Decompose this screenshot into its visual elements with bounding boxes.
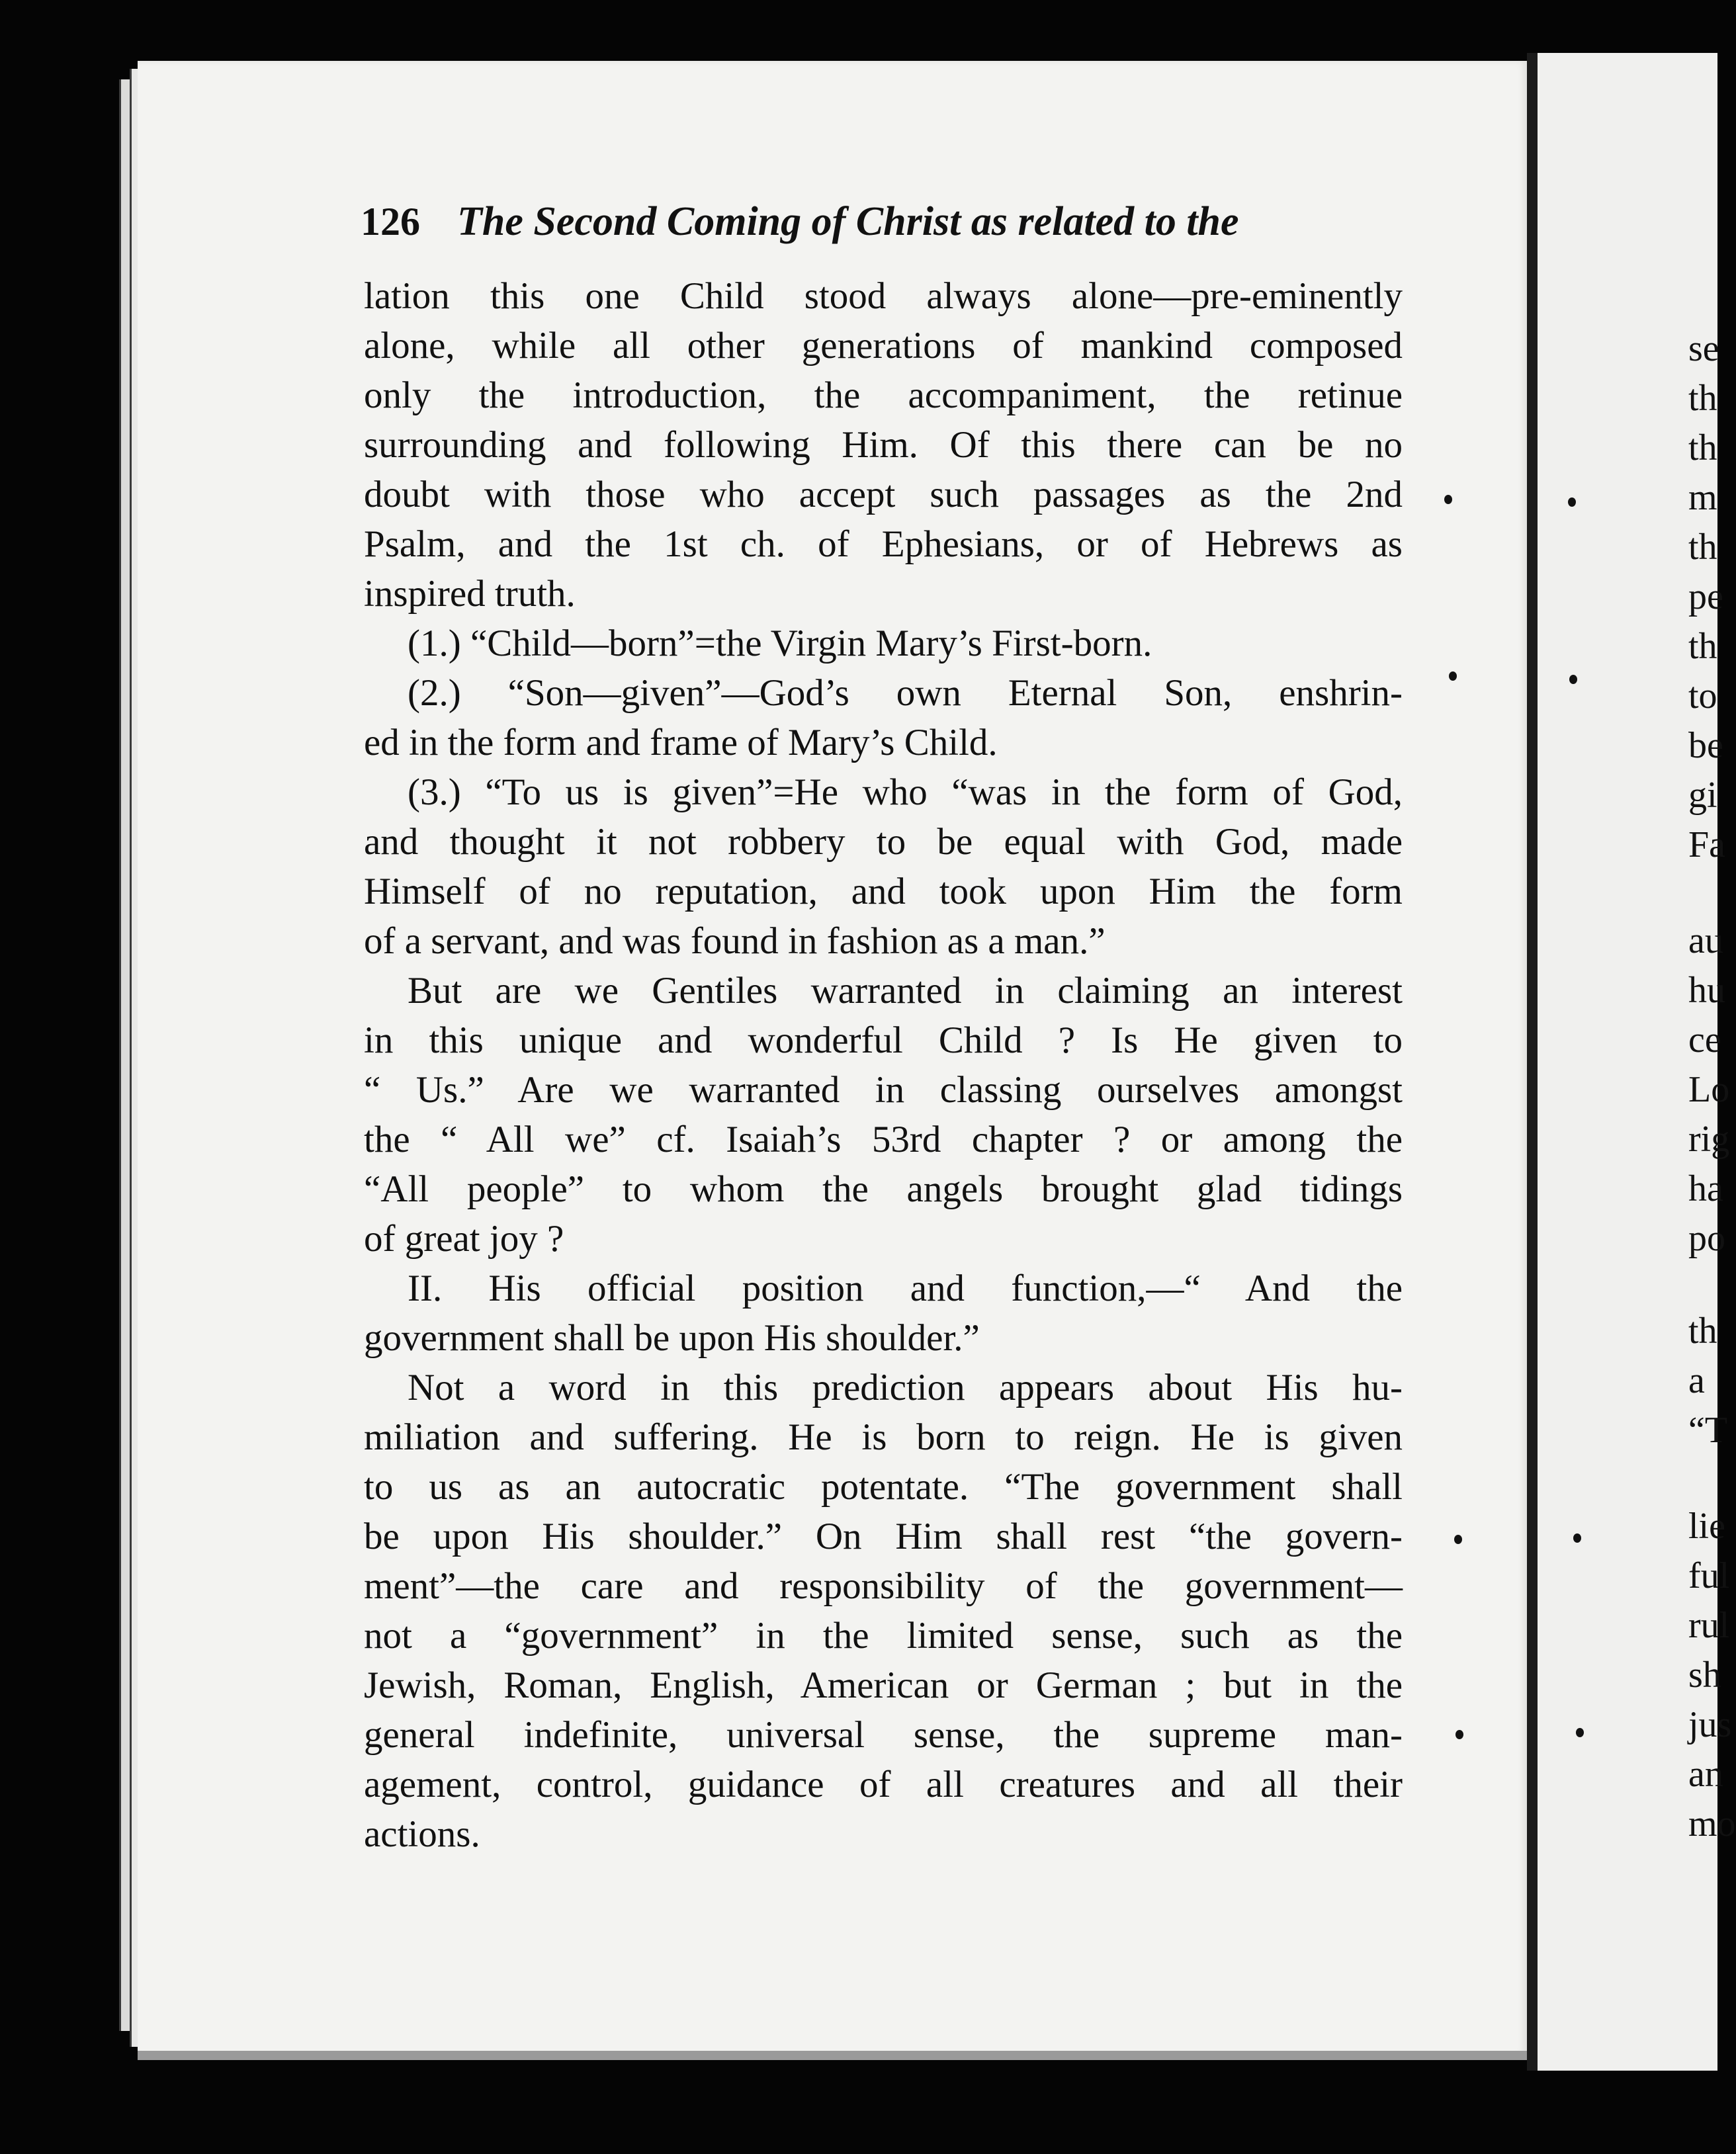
text-line: inspired truth. — [364, 573, 576, 615]
right-page-fragment: m — [1688, 477, 1717, 518]
right-page-fragment: ce — [1688, 1019, 1721, 1060]
text-line: “ Us.” Are we warranted in classing ourselves amongst — [364, 1069, 1403, 1111]
binding-hole — [1455, 1730, 1463, 1739]
text-line: Himself of no reputation, and took upon Him the form — [364, 871, 1403, 912]
right-page-fragment: gi — [1688, 775, 1717, 816]
right-page-fragment: a — [1688, 1360, 1705, 1401]
right-page-fragment: se — [1688, 328, 1719, 369]
text-line: surrounding and following Him. Of this there can be no — [364, 424, 1403, 466]
right-page-fragment: “T — [1688, 1410, 1728, 1451]
text-line: (2.) “Son—given”—God’s own Eternal Son, enshrin- — [408, 672, 1403, 714]
right-page-fragment: th — [1688, 626, 1717, 667]
right-page-fragment: th — [1688, 378, 1717, 419]
text-line: ed in the form and frame of Mary’s Child. — [364, 722, 998, 763]
binding-hole — [1576, 1728, 1584, 1737]
right-page-fragment: mo — [1688, 1803, 1736, 1844]
text-line: Not a word in this prediction appears about His hu- — [408, 1367, 1403, 1408]
page-header — [361, 198, 1239, 258]
right-page-fragment: po — [1688, 1218, 1725, 1259]
text-line: lation this one Child stood always alone—pre-eminently — [364, 275, 1403, 317]
text-line: II. His official position and function,—“ And the — [408, 1268, 1403, 1309]
binding-hole — [1449, 671, 1457, 681]
right-page-fragment: rul — [1688, 1605, 1730, 1646]
text-line: (1.) “Child—born”=the Virgin Mary’s First-born. — [408, 623, 1152, 664]
text-line: not a “government” in the limited sense, such as the — [364, 1615, 1403, 1657]
right-page-fragment: au — [1688, 920, 1723, 961]
text-line: the “ All we” cf. Isaiah’s 53rd chapter ? or among the — [364, 1119, 1403, 1160]
text-line: miliation and suffering. He is born to reign. He is given — [364, 1416, 1403, 1458]
text-line: “All people” to whom the angels brought glad tidings — [364, 1168, 1403, 1210]
book-gutter — [1527, 53, 1538, 2071]
text-line: to us as an autocratic potentate. “The government shall — [364, 1466, 1403, 1508]
body-text — [364, 271, 1403, 1859]
right-page-fragment: sh — [1688, 1655, 1721, 1696]
right-page-fragment: ful — [1688, 1555, 1730, 1596]
right-page-fragment: pe — [1688, 576, 1723, 617]
text-line: (3.) “To us is given”=He who “was in the form of God, — [408, 771, 1403, 813]
binding-hole — [1454, 1535, 1462, 1544]
right-page-fragment: jus — [1688, 1704, 1732, 1745]
text-line: But are we Gentiles warranted in claiming an interest — [408, 970, 1403, 1012]
text-line: actions. — [364, 1813, 480, 1855]
text-line: alone, while all other generations of mankind composed — [364, 325, 1403, 366]
text-line: of great joy ? — [364, 1218, 564, 1260]
page-number: 126 — [361, 200, 420, 243]
text-line: of a servant, and was found in fashion as a man.” — [364, 920, 1106, 962]
binding-hole — [1568, 497, 1576, 507]
right-page-fragment: rig — [1688, 1119, 1730, 1160]
right-page-fragment: an — [1688, 1754, 1723, 1795]
page-bottom-edge — [138, 2051, 1527, 2060]
text-line: doubt with those who accept such passages as the 2nd — [364, 474, 1403, 515]
right-page-fragment: hu — [1688, 970, 1725, 1011]
right-page-fragment: to — [1688, 675, 1717, 716]
text-line: only the introduction, the accompaniment, the retinue — [364, 374, 1403, 416]
text-line: and thought it not robbery to be equal with God, made — [364, 821, 1403, 863]
right-page-fragment: be — [1688, 725, 1723, 766]
text-line: Psalm, and the 1st ch. of Ephesians, or of Hebrews as — [364, 523, 1403, 565]
right-page-fragment: Lo — [1688, 1069, 1730, 1110]
binding-hole — [1444, 495, 1452, 504]
right-page-fragment: ha — [1688, 1168, 1723, 1209]
right-page-fragment: lie — [1688, 1506, 1725, 1547]
right-page-fragment: th — [1688, 1311, 1717, 1352]
right-page-fragment: th — [1688, 427, 1717, 468]
text-line: be upon His shoulder.” On Him shall rest “the govern- — [364, 1516, 1403, 1557]
right-page-fragment: Fa — [1688, 824, 1725, 865]
binding-hole — [1573, 1533, 1581, 1543]
text-line: agement, control, guidance of all creatures and all their — [364, 1764, 1403, 1805]
text-line: ment”—the care and responsibility of the government— — [364, 1565, 1403, 1607]
text-line: in this unique and wonderful Child ? Is He given to — [364, 1019, 1403, 1061]
text-line: government shall be upon His shoulder.” — [364, 1317, 980, 1359]
binding-hole — [1569, 675, 1577, 684]
right-page-fragment: th — [1688, 527, 1717, 568]
running-title: The Second Coming of Christ as related to the — [457, 199, 1239, 244]
text-line: general indefinite, universal sense, the supreme man- — [364, 1714, 1403, 1756]
text-line: Jewish, Roman, English, American or German ; but in the — [364, 1664, 1403, 1706]
